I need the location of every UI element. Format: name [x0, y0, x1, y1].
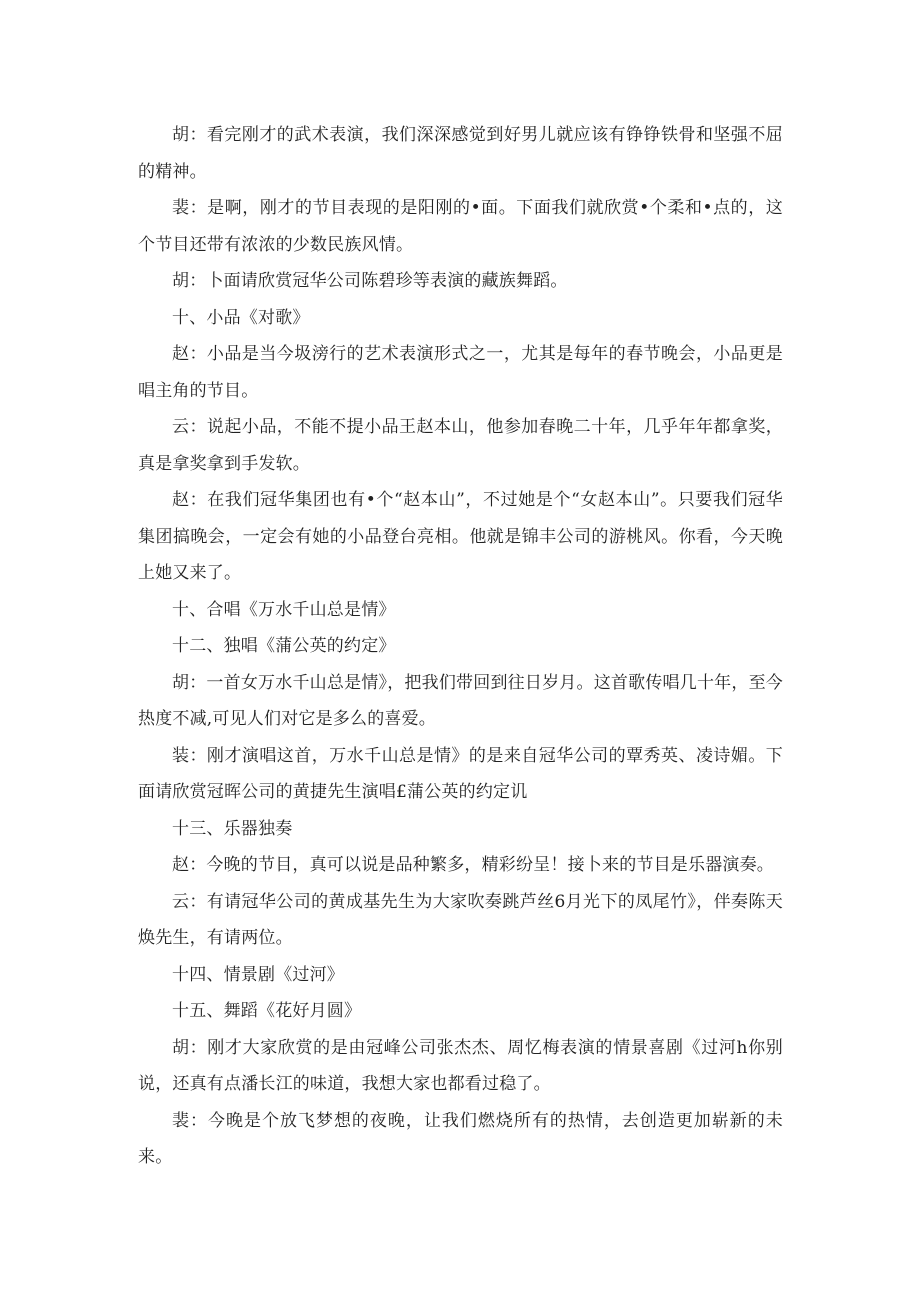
program-heading: 十四、情景剧《过河》 — [172, 964, 344, 985]
dialogue-paragraph: 云：有请冠华公司的黄成基先生为大家吹奏跳芦丝6月光下的凤尾竹》，伴奏陈天焕先生，有请两位。 — [138, 891, 783, 948]
document-body — [138, 117, 783, 1176]
dialogue-paragraph: 胡：刚才大家欣赏的是由冠峰公司张杰杰、周忆梅表演的情景喜剧《过河h你别说，还真有点潘长江的味道，我想大家也都看过稳了。 — [138, 1037, 783, 1094]
dialogue-paragraph: 赵：小品是当今圾滂行的艺术表演形式之一，尤其是每年的春节晚会，小品更是唱主角的节目。 — [138, 344, 783, 401]
dialogue-paragraph: 胡：卜面请欣赏冠华公司陈碧珍等表演的藏族舞蹈。 — [172, 271, 568, 291]
dialogue-paragraph: 裴：今晚是个放飞梦想的夜晚，让我们燃烧所有的热情，去创造更加崭新的未来。 — [138, 1110, 783, 1167]
program-heading: 十、小品《对歌》 — [172, 307, 310, 328]
program-heading: 十二、独唱《蒲公英的约定》 — [172, 636, 396, 656]
dialogue-paragraph: 裴：是啊，刚才的节目表现的是阳刚的•面。下面我们就欣赏•个柔和•点的，这个节目还带有浓浓的少数民族风情。 — [138, 198, 783, 255]
dialogue-paragraph: 胡：一首女万水千山总是情》，把我们带回到往日岁月。这首歌传唱几十年，至今热度不减,可见人们对它是多么的喜爱。 — [138, 672, 783, 729]
program-heading: 十五、舞蹈《花好月圆》 — [172, 1001, 362, 1021]
dialogue-paragraph: 赵：在我们冠华集团也有•个“赵本山”，不过她是个“女赵本山”。只要我们冠华集团搞晚会，一定会有她的小品登台亮相。他就是锦丰公司的游桃风。你看，今天晚上她又来了。 — [138, 490, 783, 583]
dialogue-paragraph: 装：刚才演唱这首，万水千山总是情》的是来自冠华公司的覃秀英、凌诗媚。下面请欣赏冠晖公司的黄捷先生演唱£蒲公英的约定讥 — [138, 745, 783, 802]
dialogue-paragraph: 胡：看完刚才的武术表演，我们深深感觉到好男儿就应该有铮铮铁骨和坚强不屈的精神。 — [138, 125, 783, 182]
program-heading: 十三、乐器独奏 — [172, 818, 293, 839]
program-heading: 十、合唱《万水千山总是情》 — [172, 599, 396, 620]
dialogue-paragraph: 赵：今晚的节目，真可以说是品种繁多，精彩纷呈！接卜来的节目是乐器演奏。 — [172, 855, 774, 875]
dialogue-paragraph: 云：说起小品，不能不提小品王赵本山，他参加春晚二十年，几乎年年都拿奖，真是拿奖拿到手发软。 — [138, 417, 783, 474]
